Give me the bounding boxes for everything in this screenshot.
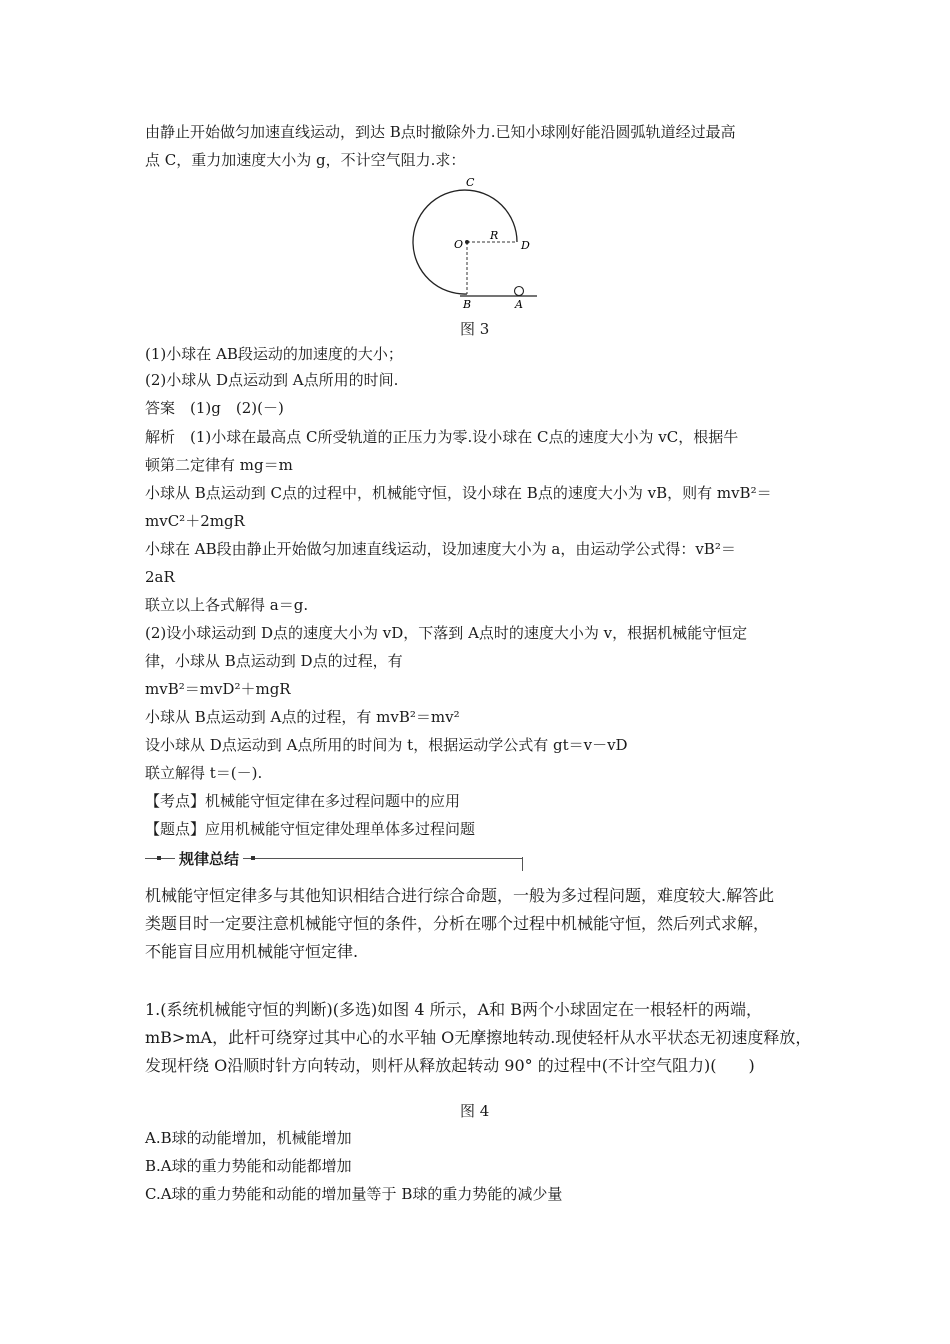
label-b: B [463, 298, 472, 311]
option-a: A.B球的动能增加，机械能增加 [145, 1129, 352, 1147]
summary-title: 规律总结 [175, 848, 243, 869]
option-c: C.A球的重力势能和动能的增加量等于 B球的重力势能的减少量 [145, 1185, 563, 1203]
knowledge-point: 【考点】机械能守恒定律在多过程问题中的应用 [145, 792, 461, 810]
solution-line: 联立解得 t＝(－). [145, 764, 263, 782]
solution-line: (2)设小球运动到 D点的速度大小为 vD，下落到 A点时的速度大小为 v，根据机械能守恒定 [145, 624, 748, 642]
question-1: (1)小球在 AB段运动的加速度的大小； [145, 345, 403, 363]
solution-line: 律，小球从 B点运动到 D点的过程，有 [145, 652, 403, 670]
solution-line: 小球从 B点运动到 A点的过程，有 mvB²＝mv² [145, 708, 460, 726]
summary-header [145, 847, 525, 871]
problem-line: mB>mA，此杆可绕穿过其中心的水平轴 O无摩擦地转动.现使轻杆从水平状态无初速度释放， [145, 1028, 812, 1047]
solution-line: 设小球从 D点运动到 A点所用的时间为 t，根据运动学公式有 gt＝v－vD [145, 736, 628, 754]
summary-line: 不能盲目应用机械能守恒定律. [145, 942, 359, 961]
figure-3-caption: 图 3 [460, 320, 490, 338]
solution-line: 联立以上各式解得 a＝g. [145, 596, 309, 614]
circular-track [413, 190, 517, 294]
label-d: D [521, 239, 530, 252]
solution-line: mvB²＝mvD²＋mgR [145, 680, 291, 698]
solution-line: 小球从 B点运动到 C点的过程中，机械能守恒，设小球在 B点的速度大小为 vB，则有 mvB²＝ [145, 484, 772, 502]
question-2: (2)小球从 D点运动到 A点所用的时间. [145, 371, 399, 389]
text-line: 由静止开始做匀加速直线运动，到达 B点时撤除外力.已知小球刚好能沿圆弧轨道经过最高 [145, 123, 736, 141]
ball [515, 287, 524, 296]
text-line: 点 C，重力加速度大小为 g，不计空气阻力.求： [145, 151, 466, 169]
bullet-icon [157, 856, 161, 860]
figure-4-caption: 图 4 [460, 1102, 490, 1120]
solution-line: 2aR [145, 568, 175, 586]
solution-line: 顿第二定律有 mg＝m [145, 456, 293, 474]
summary-line: 类题目时一定要注意机械能守恒的条件，分析在哪个过程中机械能守恒，然后列式求解， [145, 914, 770, 933]
question-point: 【题点】应用机械能守恒定律处理单体多过程问题 [145, 820, 476, 838]
summary-line: 机械能守恒定律多与其他知识相结合进行综合命题，一般为多过程问题，难度较大.解答此 [145, 886, 775, 905]
figure-3-diagram [400, 172, 550, 312]
answer-line: 答案 (1)g (2)(－) [145, 399, 284, 417]
label-r: R [490, 229, 499, 242]
problem-line: 发现杆绕 O沿顺时针方向转动，则杆从释放起转动 90° 的过程中(不计空气阻力)( ) [145, 1056, 755, 1075]
summary-tick [522, 857, 523, 871]
solution-line: 解析 (1)小球在最高点 C所受轨道的正压力为零.设小球在 C点的速度大小为 vC，根据牛 [145, 428, 739, 446]
solution-line: 小球在 AB段由静止开始做匀加速直线运动，设加速度大小为 a，由运动学公式得：vB²＝ [145, 540, 736, 558]
label-o: O [454, 238, 464, 251]
option-b: B.A球的重力势能和动能都增加 [145, 1157, 352, 1175]
bullet-icon [251, 856, 255, 860]
problem-line: 1.(系统机械能守恒的判断)(多选)如图 4 所示，A和 B两个小球固定在一根轻杆的两端， [145, 1000, 762, 1019]
label-a: A [515, 298, 523, 311]
solution-line: mvC²＋2mgR [145, 512, 245, 530]
center-point [465, 240, 469, 244]
label-c: C [466, 176, 475, 189]
